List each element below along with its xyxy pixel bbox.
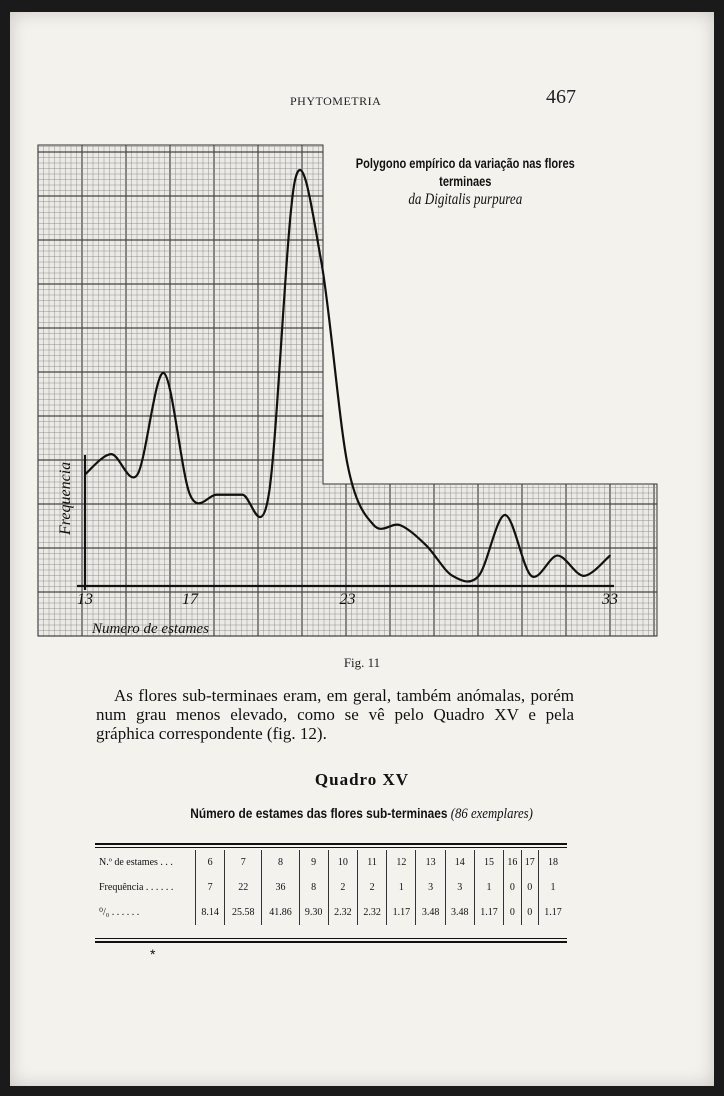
data-point-29 (504, 514, 506, 516)
table-cell: 0 (504, 875, 521, 900)
table-row (95, 875, 567, 900)
data-point-23 (347, 463, 349, 465)
data-point-16 (163, 372, 165, 374)
data-table (95, 850, 567, 925)
table-title (0, 805, 724, 823)
footnote-mark: * (150, 946, 156, 962)
table-row (95, 900, 567, 925)
table-row (95, 850, 567, 875)
table-cell: 2.32 (328, 900, 357, 925)
table-cell: 9 (299, 850, 328, 875)
table-cell: 18 (538, 850, 567, 875)
table-cell: 1 (387, 875, 416, 900)
table-bottom-rule (95, 941, 567, 943)
table-cell: 13 (416, 850, 445, 875)
table-cell: 3 (416, 875, 445, 900)
table-row-label: Frequência . . . . . . (99, 882, 174, 893)
data-point-30 (530, 575, 532, 577)
table-top-rule (95, 843, 567, 845)
graph-paper (38, 145, 657, 636)
table-cell: 8.14 (196, 900, 225, 925)
body-paragraph-text: As flores sub-terminaes eram, em geral, também anómalas, porém num grau menos elevado, como se vê pelo Quadro XV e pela gráphica correspondente (fig. 12). (96, 686, 574, 743)
table-cell: 1.17 (474, 900, 503, 925)
table-cell: 9.30 (299, 900, 328, 925)
table-cell: 2 (357, 875, 386, 900)
data-point-22 (320, 261, 322, 263)
data-point-26 (425, 545, 427, 547)
table-cell: 7 (225, 850, 262, 875)
table-cell: 2 (328, 875, 357, 900)
table-cell: 14 (445, 850, 474, 875)
body-paragraph (96, 686, 574, 743)
table-cell: 3.48 (416, 900, 445, 925)
table-cell: 2.32 (357, 900, 386, 925)
table-cell: 16 (504, 850, 521, 875)
table-cell: 1 (474, 875, 503, 900)
table-cell: 3 (445, 875, 474, 900)
data-point-31 (557, 555, 559, 557)
table-cell: 11 (357, 850, 386, 875)
data-point-27 (452, 575, 454, 577)
table-row-label: ⁰/₀ . . . . . . (99, 907, 140, 918)
data-point-25 (399, 524, 401, 526)
table-cell: 0 (521, 900, 538, 925)
table-heading: Quadro XV (314, 770, 410, 789)
data-point-21 (294, 179, 296, 181)
table-title-italic: (86 exemplares) (451, 806, 534, 822)
table-cell: 10 (328, 850, 357, 875)
table-bottom-rule-thin (95, 938, 567, 939)
chart-title (330, 155, 601, 209)
table-top-rule-thin (95, 847, 567, 848)
data-point-20 (268, 494, 270, 496)
table-cell: 0 (521, 875, 538, 900)
data-point-24 (373, 524, 375, 526)
table-cell: 7 (196, 875, 225, 900)
table-cell: 0 (504, 900, 521, 925)
table-cell: 12 (387, 850, 416, 875)
data-point-14 (110, 453, 112, 455)
table-cell: 8 (299, 875, 328, 900)
table-cell: 1 (538, 875, 567, 900)
data-point-18 (215, 494, 217, 496)
data-point-33 (609, 555, 611, 557)
x-tick-label: 23 (339, 591, 356, 608)
table-cell: 6 (196, 850, 225, 875)
x-tick-label: 33 (602, 591, 618, 608)
table-cell: 22 (225, 875, 262, 900)
x-tick-label: 13 (77, 591, 93, 608)
page-number: 467 (546, 86, 576, 108)
data-point-32 (583, 575, 585, 577)
chart-ylabel: Frequencia (57, 461, 74, 535)
table-cell: 15 (474, 850, 503, 875)
figure-caption: Fig. 11 (343, 655, 381, 670)
table-row-label: N.º de estames . . . (99, 857, 173, 868)
table-cell: 25.58 (225, 900, 262, 925)
table-cell: 3.48 (445, 900, 474, 925)
table-cell: 36 (262, 875, 299, 900)
data-point-28 (478, 575, 480, 577)
chart-xlabel: Numero de estames (92, 621, 209, 637)
running-head-title: PHYTOMETRIA (290, 94, 382, 108)
data-point-15 (137, 474, 139, 476)
data-point-17 (189, 494, 191, 496)
graph-paper-grid (38, 145, 657, 636)
table-cell: 17 (521, 850, 538, 875)
x-tick-label: 17 (182, 591, 198, 608)
chart-title-line1: Polygono empírico da variação nas flores terminaes (355, 156, 575, 189)
table-cell: 41.86 (262, 900, 299, 925)
table-title-text: Número de estames das flores sub-terminaes (190, 805, 448, 821)
chart-title-line2: da Digitalis purpurea (408, 191, 523, 208)
data-point-13 (84, 474, 86, 476)
data-point-19 (242, 494, 244, 496)
table-cell: 1.17 (538, 900, 567, 925)
table-cell: 1.17 (387, 900, 416, 925)
table-cell: 8 (262, 850, 299, 875)
